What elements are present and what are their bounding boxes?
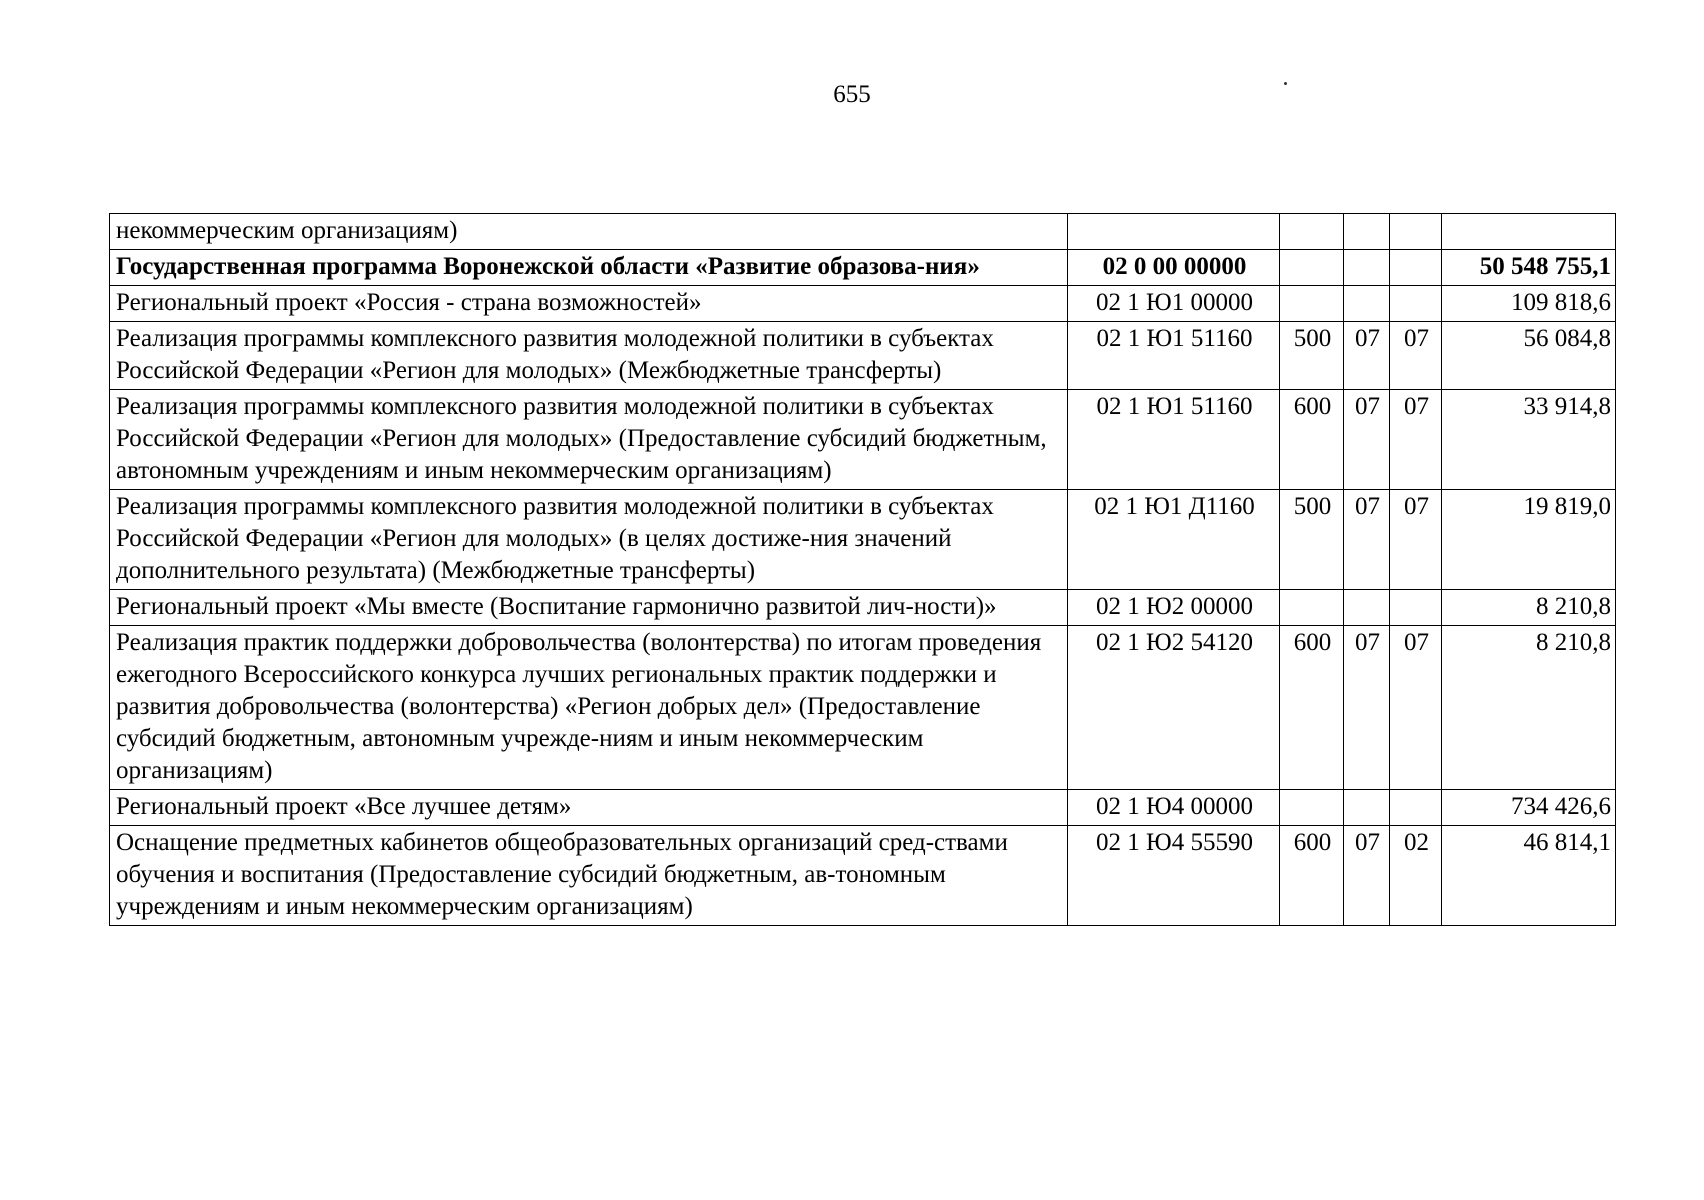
row-expense-type-cell: 500 [1280, 490, 1344, 590]
row-code-cell: 02 1 Ю2 00000 [1068, 590, 1280, 626]
row-code-cell: 02 0 00 00000 [1068, 250, 1280, 286]
row-amount-cell: 19 819,0 [1442, 490, 1616, 590]
row-subsection-cell: 02 [1390, 826, 1442, 926]
scan-speck [1284, 82, 1287, 85]
row-code-cell: 02 1 Ю1 00000 [1068, 286, 1280, 322]
row-subsection-cell: 07 [1390, 490, 1442, 590]
row-code-cell: 02 1 Ю4 00000 [1068, 790, 1280, 826]
row-name-cell: Реализация программы комплексного развития молодежной политики в субъектах Российской Федерации «Регион для молодых» (Межбюджетные трансферты) [110, 322, 1068, 390]
row-section-cell: 07 [1344, 626, 1390, 790]
row-subsection-cell [1390, 790, 1442, 826]
row-subsection-cell [1390, 286, 1442, 322]
row-code-cell: 02 1 Ю1 Д1160 [1068, 490, 1280, 590]
table-row [110, 390, 1616, 490]
row-subsection-cell: 07 [1390, 390, 1442, 490]
table-row [110, 250, 1616, 286]
row-name-cell: Региональный проект «Россия - страна возможностей» [110, 286, 1068, 322]
row-amount-cell: 50 548 755,1 [1442, 250, 1616, 286]
row-expense-type-cell [1280, 790, 1344, 826]
row-code-cell: 02 1 Ю1 51160 [1068, 322, 1280, 390]
table-row [110, 590, 1616, 626]
row-code-cell: 02 1 Ю4 55590 [1068, 826, 1280, 926]
row-subsection-cell [1390, 590, 1442, 626]
row-expense-type-cell [1280, 590, 1344, 626]
table-row [110, 214, 1616, 250]
table-row [110, 826, 1616, 926]
row-name-cell: некоммерческим организациям) [110, 214, 1068, 250]
row-section-cell: 07 [1344, 322, 1390, 390]
row-expense-type-cell [1280, 250, 1344, 286]
row-subsection-cell [1390, 214, 1442, 250]
row-amount-cell: 109 818,6 [1442, 286, 1616, 322]
row-name-cell: Реализация программы комплексного развития молодежной политики в субъектах Российской Федерации «Регион для молодых» (в целях достиже-ния значений дополнительного результата) (Межбюджетные трансферты) [110, 490, 1068, 590]
row-section-cell [1344, 286, 1390, 322]
row-section-cell [1344, 590, 1390, 626]
row-subsection-cell [1390, 250, 1442, 286]
row-subsection-cell: 07 [1390, 626, 1442, 790]
table-row [110, 322, 1616, 390]
table-row [110, 790, 1616, 826]
row-section-cell [1344, 790, 1390, 826]
row-section-cell [1344, 214, 1390, 250]
page-number: 655 [833, 81, 871, 108]
table-row [110, 286, 1616, 322]
row-name-cell: Региональный проект «Все лучшее детям» [110, 790, 1068, 826]
row-amount-cell: 33 914,8 [1442, 390, 1616, 490]
row-expense-type-cell: 600 [1280, 626, 1344, 790]
row-name-cell: Государственная программа Воронежской области «Развитие образова-ния» [110, 250, 1068, 286]
row-section-cell: 07 [1344, 390, 1390, 490]
row-expense-type-cell [1280, 214, 1344, 250]
row-name-cell: Оснащение предметных кабинетов общеобразовательных организаций сред-ствами обучения и воспитания (Предоставление субсидий бюджетным, ав-тономным учреждениям и иным некоммерческим организациям) [110, 826, 1068, 926]
row-expense-type-cell: 600 [1280, 390, 1344, 490]
row-amount-cell [1442, 214, 1616, 250]
row-code-cell [1068, 214, 1280, 250]
row-name-cell: Реализация программы комплексного развития молодежной политики в субъектах Российской Федерации «Регион для молодых» (Предоставление субсидий бюджетным, автономным учреждениям и иным некоммерческим организациям) [110, 390, 1068, 490]
budget-table [109, 213, 1616, 926]
row-section-cell [1344, 250, 1390, 286]
row-expense-type-cell [1280, 286, 1344, 322]
row-amount-cell: 8 210,8 [1442, 626, 1616, 790]
table-row [110, 490, 1616, 590]
row-expense-type-cell: 600 [1280, 826, 1344, 926]
row-subsection-cell: 07 [1390, 322, 1442, 390]
row-section-cell: 07 [1344, 826, 1390, 926]
row-section-cell: 07 [1344, 490, 1390, 590]
row-expense-type-cell: 500 [1280, 322, 1344, 390]
table-row [110, 626, 1616, 790]
row-name-cell: Региональный проект «Мы вместе (Воспитание гармонично развитой лич-ности)» [110, 590, 1068, 626]
row-code-cell: 02 1 Ю2 54120 [1068, 626, 1280, 790]
row-amount-cell: 8 210,8 [1442, 590, 1616, 626]
row-name-cell: Реализация практик поддержки добровольчества (волонтерства) по итогам проведения ежегодного Всероссийского конкурса лучших региональных практик поддержки и развития добровольчества (волонтерства) «Регион добрых дел» (Предоставление субсидий бюджетным, автономным учрежде-ниям и иным некоммерческим организациям) [110, 626, 1068, 790]
row-amount-cell: 56 084,8 [1442, 322, 1616, 390]
row-amount-cell: 46 814,1 [1442, 826, 1616, 926]
row-code-cell: 02 1 Ю1 51160 [1068, 390, 1280, 490]
row-amount-cell: 734 426,6 [1442, 790, 1616, 826]
